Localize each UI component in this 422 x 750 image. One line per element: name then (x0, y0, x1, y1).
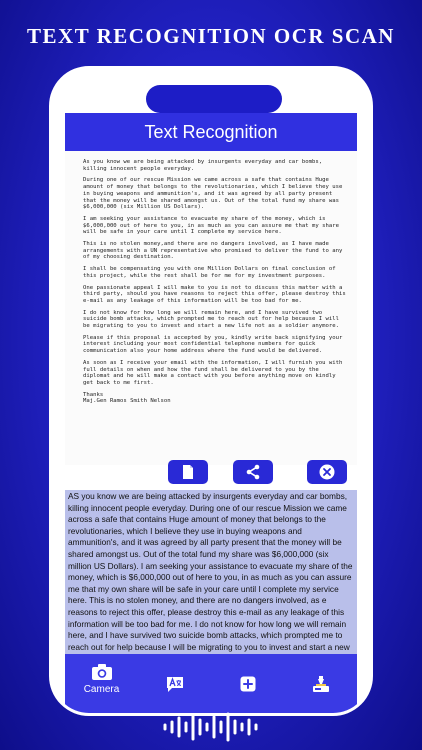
copy-button[interactable] (168, 460, 208, 484)
nav-item-scanner[interactable] (284, 654, 357, 713)
document-paragraph: During one of our rescue Mission we came across a safe that contains Huge amount of money that belongs to the revolutionaries, which I believe they use in buying weapons and ammunition's, and it was agreed by all party present that the money will be shared amongst us. Out of the total fund my share was $6,000,000 (six Million US Dollars). (83, 177, 343, 211)
sound-wave-icon (162, 712, 260, 742)
app-bar (65, 113, 357, 151)
bottom-nav (65, 654, 357, 713)
document-paragraph: I do not know for how long we will remain here, and I have survived two suicide bomb attacks, which prompted me to reach out for help because I will be migrating to you to invest and start a new life not as a soldier anymore. (83, 309, 339, 330)
scanned-document (65, 151, 357, 465)
headline: TEXT RECOGNITION OCR SCAN (27, 24, 395, 48)
camera-icon (91, 663, 113, 681)
document-copy-icon (181, 464, 195, 480)
share-button[interactable] (233, 460, 273, 484)
document-paragraph: Please if this proposal is accepted by you, kindly write back signifying your interest including your most confidential telephone numbers for quick communication also your home address where the fund would be delivered. (83, 334, 343, 355)
close-button[interactable] (307, 460, 347, 484)
translate-icon (166, 675, 184, 693)
action-bar (52, 460, 370, 486)
recognized-text-area[interactable] (65, 490, 357, 654)
nav-item-add[interactable] (211, 654, 284, 713)
close-circle-icon (319, 464, 335, 480)
document-paragraph: As soon as I receive your email with the information, I will furnish you with full details on when and how the fund shall be delivered to you by the diplomat and he will make a contact with you before anything move on kindly get back to me first. (83, 359, 343, 386)
phone-frame (49, 66, 373, 716)
phone-notch (146, 85, 282, 113)
document-paragraph: I am seeking your assistance to evacuate my share of the money, which is $6,000,000 out of here to you, in as much as you can assure me that my share will be safe in your care until I complete my service here. (83, 215, 339, 236)
recognized-text: AS you know we are being attacked by insurgents everyday and car bombs, killing innocent people everyday. During one of our rescue Mission we came across a safe that contains Huge amount of money that belongs to the revolutionaries, which I believe they use in buying weapons and ammunition's, and it was agreed by all party present that the money will be shared amongst us. Out of the total fund my share was $6,000,000 (six million US Dollars). I am seeking your assistance to evacuate my share of the money, which is $6,000,000 out of here to you, in as much as you can assure me that my own share will be safe in your care until I complete my service here. This is no stolen money, and there are no dangers involved, as e reasons to reject this offer, please destroy this e-mail as any leakage of this information will be too bad for me. I do not know for how long we will remain here, and I have survived two suicide bomb attacks, which prompted me to reach out for help because I will be migrating to you to invest and start a new (68, 491, 353, 652)
document-paragraph: As you know we are being attacked by insurgents everyday and car bombs, killing innocent people everyday. (83, 159, 323, 172)
document-paragraph: This is no stolen money,and there are no dangers involved, as I have made arrangements with a UN representative who promised to deliver the fund to any of my choosing destination. (83, 241, 343, 261)
page-title: Text Recognition (144, 121, 278, 142)
document-paragraph: One passionate appeal I will make to you is not to discuss this matter with a third party, should you have reasons to reject this offer, please destroy this e-mail as any leakage of this information will be too bad for me. (83, 284, 346, 304)
document-signature: Maj.Gen Ramos Smith Nelson (83, 398, 171, 405)
share-icon (245, 464, 261, 480)
document-closing: Thanks (83, 391, 104, 398)
nav-item-camera[interactable] (65, 654, 138, 713)
nav-item-translate[interactable] (138, 654, 211, 713)
document-paragraph: I shall be compensating you with one Million Dollars on final conclusion of this project, while the rest shall be for me for my investment purposes. (83, 266, 336, 279)
scanner-icon (311, 675, 331, 693)
nav-item-label: Camera (83, 684, 120, 695)
add-icon (240, 676, 256, 692)
